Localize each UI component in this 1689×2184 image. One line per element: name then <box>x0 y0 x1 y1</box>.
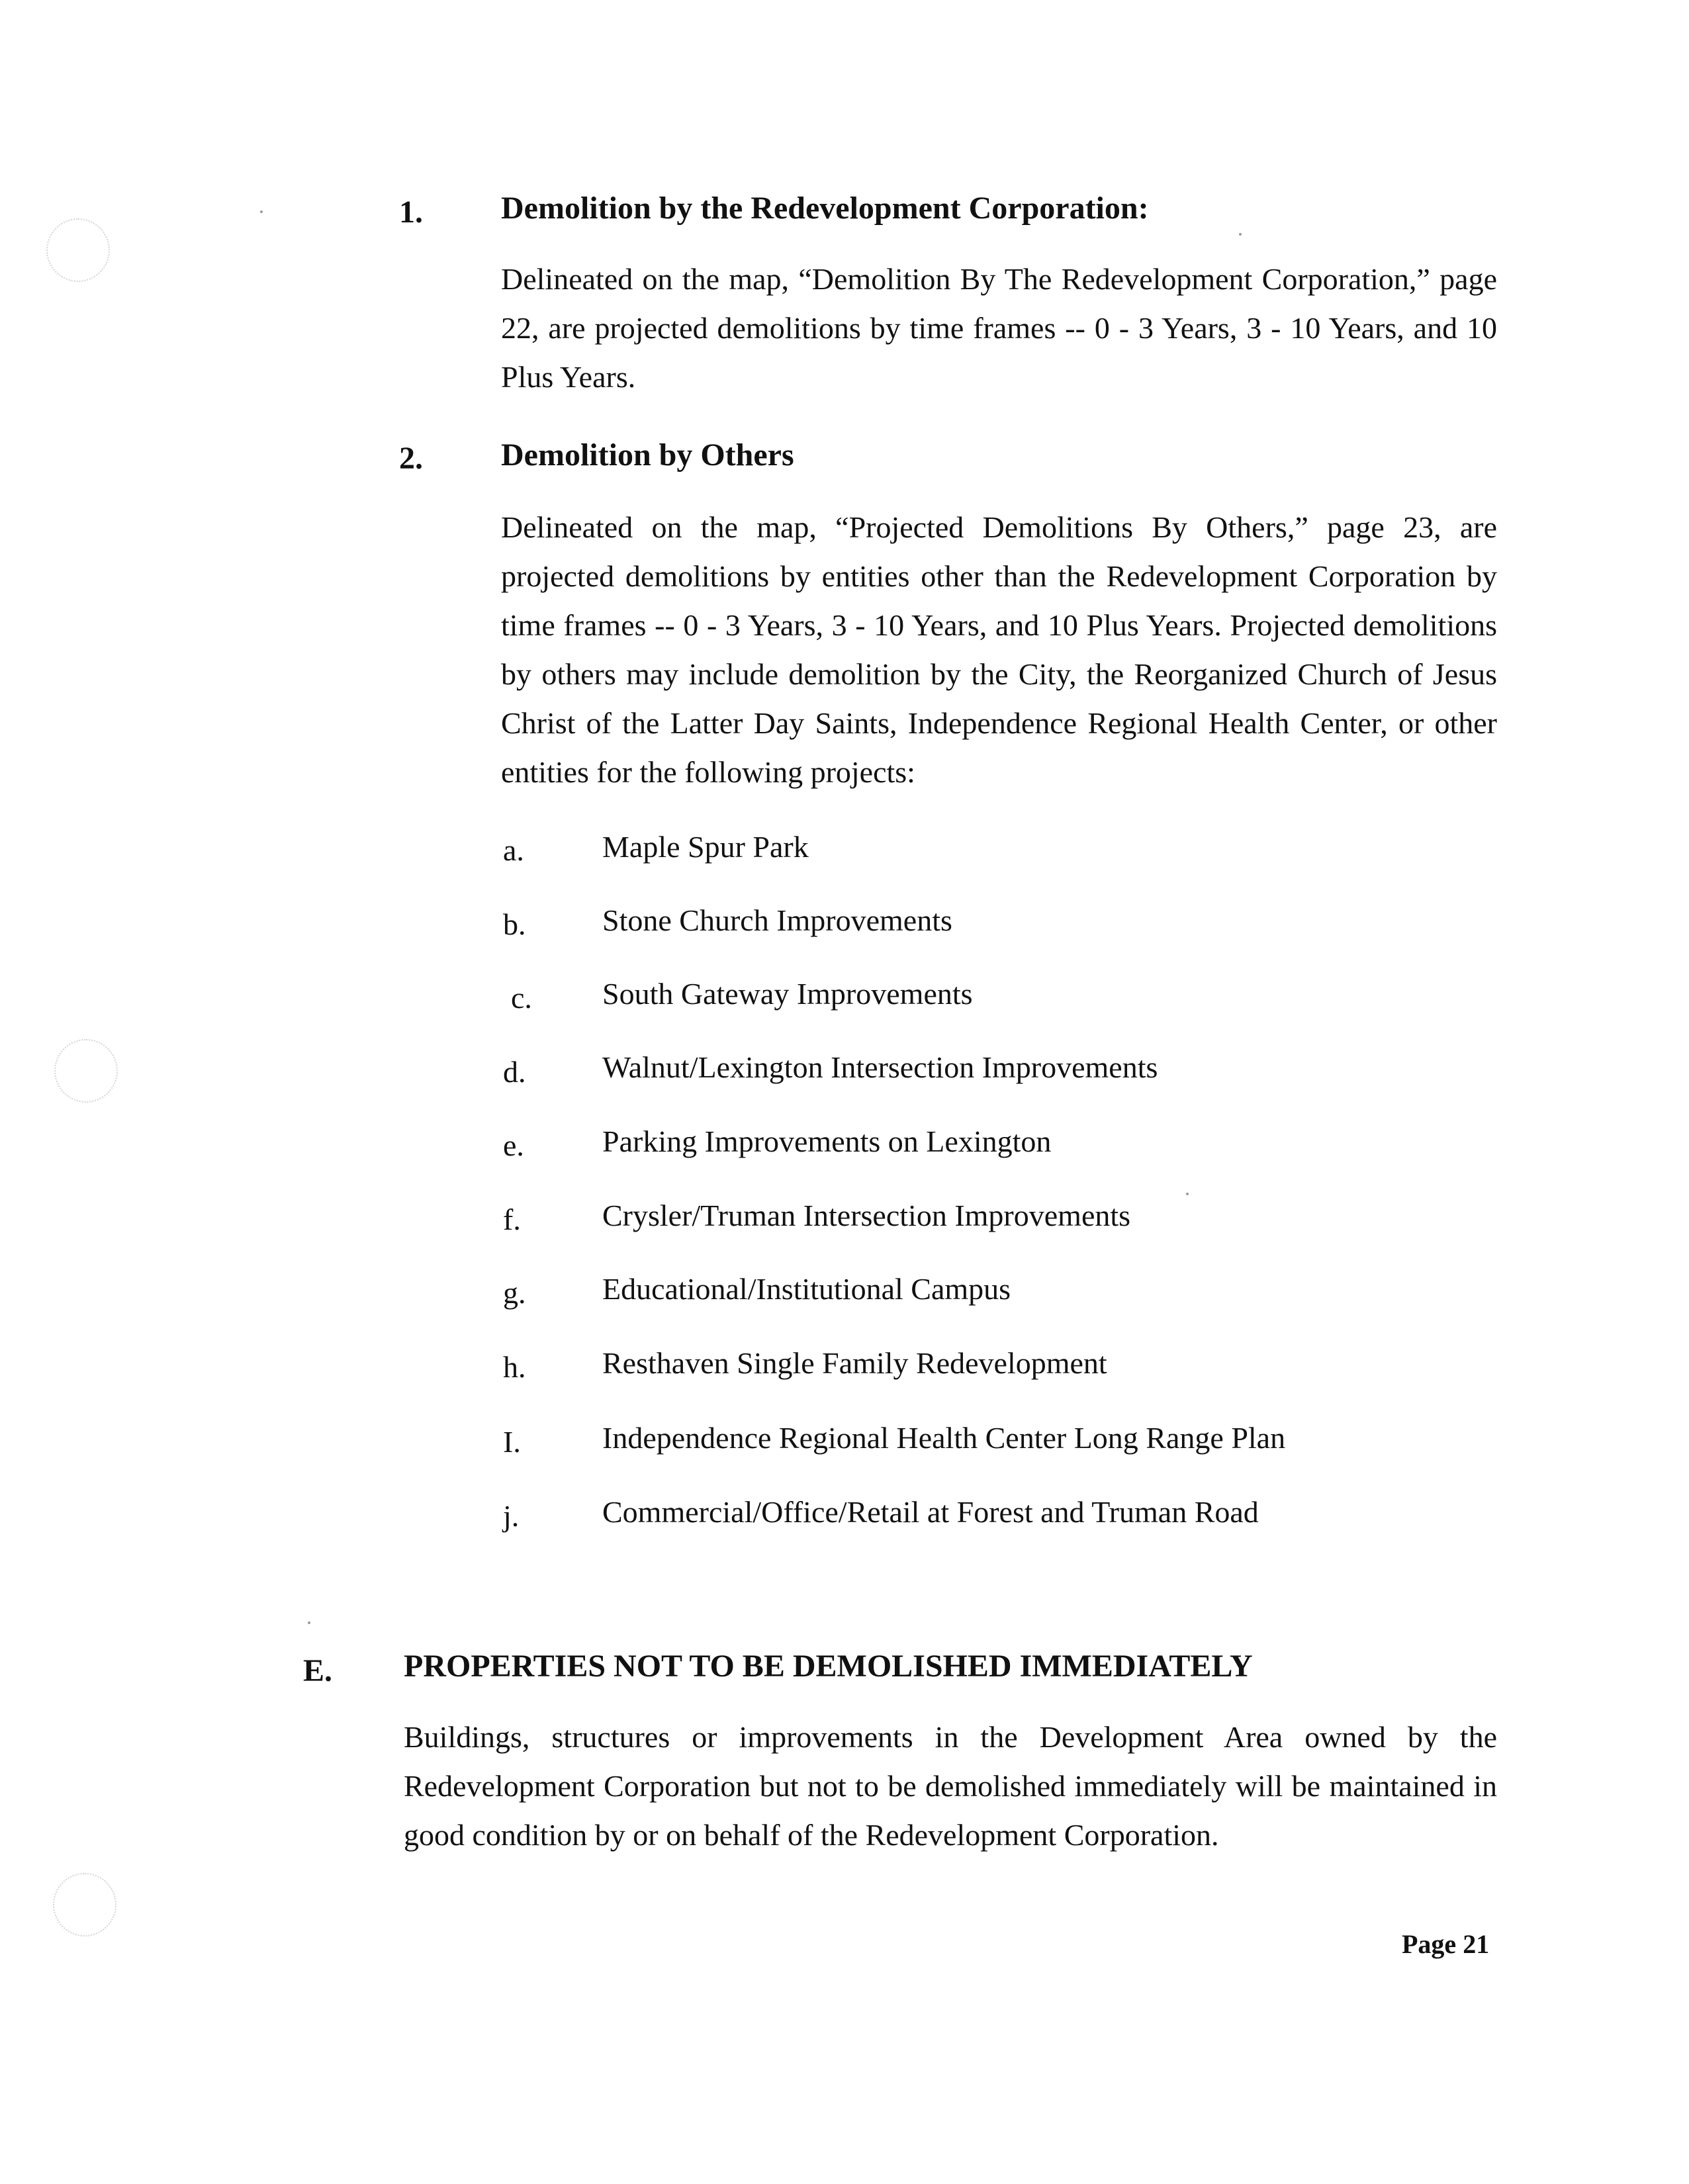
section-e-heading: PROPERTIES NOT TO BE DEMOLISHED IMMEDIATELY <box>404 1649 1253 1684</box>
project-f-text: Crysler/Truman Intersection Improvements <box>602 1199 1131 1232</box>
project-h-text: Resthaven Single Family Redevelopment <box>602 1346 1107 1380</box>
project-f-letter: f. <box>503 1203 521 1236</box>
project-c-letter: c. <box>511 981 532 1015</box>
project-e-letter: e. <box>503 1128 524 1162</box>
section-1-heading: Demolition by the Redevelopment Corporation: <box>501 191 1149 226</box>
section-2-paragraph: Delineated on the map, “Projected Demolitions By Others,” page 23, are projected demolitions by entities other than the Redevelopment Corporation by time frames -- 0 - 3 Years, 3 - 10 Years, and 10 Plus Years. Projected demolitions by others may include demolition by the City, the Reorganized Church of Jesus Christ of the Latter Day Saints, Independence Regional Health Center, or other entities for the following projects: <box>501 510 1497 789</box>
hole-punch-mark-top <box>46 218 110 282</box>
scan-speck <box>1239 233 1242 236</box>
project-a-letter: a. <box>503 833 524 867</box>
project-c-text: South Gateway Improvements <box>602 977 973 1011</box>
project-i-text: Independence Regional Health Center Long Range Plan <box>602 1421 1286 1455</box>
project-b-letter: b. <box>503 907 526 941</box>
scan-speck <box>260 210 263 213</box>
project-d-letter: d. <box>503 1055 526 1089</box>
scan-speck <box>1186 1193 1189 1195</box>
project-e-text: Parking Improvements on Lexington <box>602 1124 1052 1158</box>
page-number: Page 21 <box>1402 1929 1490 1959</box>
scan-speck <box>308 1621 310 1624</box>
project-d-text: Walnut/Lexington Intersection Improvements <box>602 1050 1158 1084</box>
hole-punch-mark-bottom <box>53 1873 116 1936</box>
project-i-letter: I. <box>503 1425 521 1459</box>
hole-punch-mark-middle <box>54 1039 118 1103</box>
project-h-letter: h. <box>503 1350 526 1384</box>
project-j-letter: j. <box>503 1499 520 1533</box>
section-e-letter: E. <box>303 1653 333 1688</box>
section-1-paragraph: Delineated on the map, “Demolition By The Redevelopment Corporation,” page 22, are projected demolitions by time frames -- 0 - 3 Years, 3 - 10 Years, and 10 Plus Years. <box>501 262 1497 394</box>
section-2-number: 2. <box>399 441 423 476</box>
project-g-text: Educational/Institutional Campus <box>602 1272 1011 1306</box>
section-1-number: 1. <box>399 195 423 230</box>
project-j-text: Commercial/Office/Retail at Forest and Truman Road <box>602 1495 1259 1529</box>
project-g-letter: g. <box>503 1276 526 1310</box>
section-e-paragraph: Buildings, structures or improvements in the Development Area owned by the Redevelopment Corporation but not to be demolished immediately will be maintained in good condition by or on behalf of the Redevelopment Corporation. <box>404 1720 1497 1852</box>
project-a-text: Maple Spur Park <box>602 830 809 864</box>
section-2-heading: Demolition by Others <box>501 437 794 473</box>
project-b-text: Stone Church Improvements <box>602 903 952 937</box>
